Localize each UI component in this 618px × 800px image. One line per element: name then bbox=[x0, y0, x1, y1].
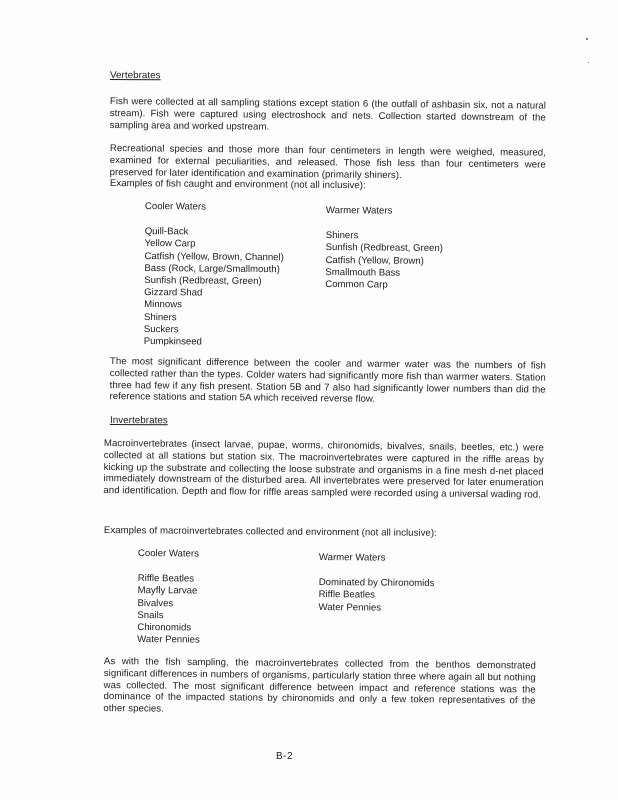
list-item: Shiners bbox=[325, 230, 359, 242]
invertebrate-warmer-column bbox=[318, 552, 434, 615]
list-item: Sunfish (Redbreast, Green) bbox=[144, 275, 262, 288]
fish-warmer-column bbox=[325, 205, 443, 292]
list-item: Pumpkinseed bbox=[143, 336, 202, 348]
list-item: Suckers bbox=[143, 323, 179, 336]
fish-examples-intro: Examples of fish caught and environment (not all inclusive): bbox=[109, 178, 366, 192]
list-item: Dominated by Chironomids bbox=[318, 577, 435, 590]
fish-cooler-column bbox=[144, 201, 285, 349]
list-item: Quill-Back bbox=[144, 226, 189, 238]
invertebrates-paragraph-2: As with the fish sampling, the macroinvertebrates collected from the benthos demonstrated significant differences in numbers of organisms, particularly station three where again all but nothing was collected. The most significant difference between impact and reference stations was the dominance of the impacted stations by chironomids and only a few token representatives of the other species. bbox=[103, 656, 536, 715]
list-item: Mayfly Larvae bbox=[137, 585, 198, 597]
invertebrate-examples-intro: Examples of macroinvertebrates collected and environment (not all inclusive): bbox=[103, 525, 437, 539]
fish-warmer-heading: Warmer Waters bbox=[325, 205, 393, 217]
scan-speck bbox=[588, 62, 589, 63]
list-item: Yellow Carp bbox=[144, 238, 196, 250]
list-item: Riffle Beatles bbox=[137, 573, 195, 585]
list-item: Gizzard Shad bbox=[144, 287, 203, 299]
list-item: Bivalves bbox=[137, 597, 174, 609]
list-item: Bass (Rock, Large/Smallmouth) bbox=[144, 262, 280, 275]
list-item: Smallmouth Bass bbox=[325, 266, 401, 279]
vertebrates-paragraph-3: The most significant difference between the cooler and warmer water was the numbers of fish collected rather than the types. Colder waters had significantly more fish than warmer waters. Station three had few if any fish present. Station 5B and 7 also had significantly lower numbers than did the reference stations and station 5A which received reverse flow. bbox=[109, 356, 546, 406]
list-item: Water Pennies bbox=[137, 634, 200, 646]
invertebrate-cooler-heading: Cooler Waters bbox=[137, 548, 199, 560]
list-item: Catfish (Yellow, Brown) bbox=[325, 254, 424, 267]
vertebrates-paragraph-2: Recreational species and those more than four centimeters in length were weighed, measured, examined for external peculiarities, and released. Those fish less than four centimeters were preserved for later identification and examination (primarily shiners). bbox=[109, 143, 546, 181]
list-item: Chironomids bbox=[137, 622, 192, 634]
page-number: B-2 bbox=[276, 751, 294, 762]
invertebrate-warmer-heading: Warmer Waters bbox=[318, 552, 386, 564]
invertebrates-heading: Invertebrates bbox=[109, 415, 168, 427]
list-item: Water Pennies bbox=[318, 601, 382, 614]
list-item: Sunfish (Redbreast, Green) bbox=[325, 242, 443, 255]
vertebrates-heading: Vertebrates bbox=[109, 70, 161, 82]
list-item: Shiners bbox=[143, 311, 177, 323]
fish-cooler-heading: Cooler Waters bbox=[144, 201, 206, 213]
list-item: Snails bbox=[137, 609, 164, 622]
list-item: Common Carp bbox=[325, 279, 388, 291]
scan-speck bbox=[586, 38, 588, 40]
invertebrate-cooler-column bbox=[137, 548, 200, 647]
vertebrates-paragraph-1: Fish were collected at all sampling stations except station 6 (the outfall of ashbasin six, not a natural stream). Fish were captured using electroshock and nets. Collection started downstream of the sampling area and worked upstream. bbox=[109, 96, 546, 133]
invertebrates-paragraph-1: Macroinvertebrates (insect larvae, pupae, worms, chironomids, bivalves, snails, beetles, etc.) were collected at all stations but station six. The macroinvertebrates were captured in the riffle areas by kicking up the substrate and collecting the loose substrate and organisms in a fine mesh d-net placed immediately downstream of the disturbed area. All invertebrates were preserved for later enumeration and identification. Depth and flow for riffle areas sampled were recorded using a universal wading rod. bbox=[103, 438, 544, 501]
list-item: Catfish (Yellow, Brown, Channel) bbox=[144, 250, 284, 263]
list-item: Minnows bbox=[144, 299, 182, 311]
list-item: Riffle Beatles bbox=[318, 589, 376, 601]
